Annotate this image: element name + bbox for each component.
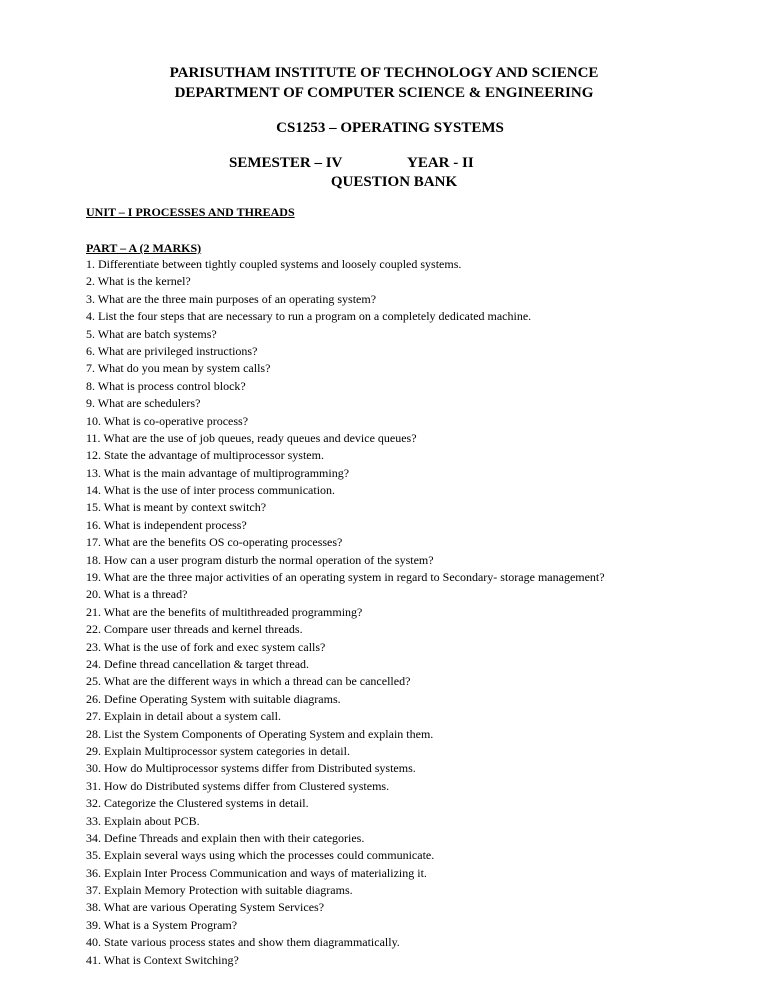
question-item: 15. What is meant by context switch? (86, 500, 267, 515)
unit-heading: UNIT – I PROCESSES AND THREADS (86, 205, 295, 219)
semester-label: SEMESTER – IV (229, 155, 343, 171)
question-item: 40. State various process states and show them diagrammatically. (86, 935, 400, 950)
institution-name: PARISUTHAM INSTITUTE OF TECHNOLOGY AND SCIENCE (169, 65, 599, 81)
question-item: 38. What are various Operating System Services? (86, 900, 325, 915)
department-name: DEPARTMENT OF COMPUTER SCIENCE & ENGINEERING (174, 85, 594, 101)
question-item: 22. Compare user threads and kernel threads. (86, 622, 303, 637)
question-item: 19. What are the three major activities of an operating system in regard to Secondary- storage management? (86, 570, 605, 585)
question-item: 35. Explain several ways using which the processes could communicate. (86, 848, 435, 863)
question-item: 36. Explain Inter Process Communication and ways of materializing it. (86, 865, 427, 880)
question-item: 37. Explain Memory Protection with suitable diagrams. (86, 883, 353, 898)
question-item: 32. Categorize the Clustered systems in detail. (86, 796, 309, 811)
question-item: 33. Explain about PCB. (86, 813, 200, 828)
question-item: 34. Define Threads and explain then with their categories. (86, 830, 365, 845)
year-label: YEAR - II (407, 155, 474, 171)
part-heading: PART – A (2 MARKS) (86, 241, 202, 255)
question-item: 20. What is a thread? (86, 587, 188, 602)
question-item: 6. What are privileged instructions? (86, 343, 258, 358)
question-item: 23. What is the use of fork and exec system calls? (86, 639, 326, 654)
question-item: 1. Differentiate between tightly coupled systems and loosely coupled systems. (86, 257, 462, 271)
question-item: 3. What are the three main purposes of an operating system? (86, 291, 377, 306)
question-item: 12. State the advantage of multiprocessor system. (86, 448, 324, 463)
question-item: 18. How can a user program disturb the normal operation of the system? (86, 552, 434, 567)
question-item: 27. Explain in detail about a system call. (86, 709, 281, 724)
question-item: 26. Define Operating System with suitable diagrams. (86, 691, 341, 706)
question-item: 24. Define thread cancellation & target thread. (86, 656, 310, 671)
question-item: 39. What is a System Program? (86, 917, 238, 932)
question-item: 28. List the System Components of Operating System and explain them. (86, 726, 434, 741)
course-title: CS1253 – OPERATING SYSTEMS (276, 120, 504, 136)
question-item: 31. How do Distributed systems differ from Clustered systems. (86, 778, 390, 793)
question-item: 25. What are the different ways in which a thread can be cancelled? (86, 674, 411, 689)
question-item: 9. What are schedulers? (86, 396, 201, 411)
question-list (86, 256, 756, 969)
question-item: 4. List the four steps that are necessary to run a program on a completely dedicated machine. (86, 309, 532, 324)
question-item: 11. What are the use of job queues, ready queues and device queues? (86, 430, 417, 445)
question-item: 5. What are batch systems? (86, 326, 217, 341)
question-item: 2. What is the kernel? (86, 274, 191, 289)
question-item: 41. What is Context Switching? (86, 952, 239, 967)
question-item: 8. What is process control block? (86, 378, 246, 393)
document-type: QUESTION BANK (330, 174, 458, 190)
question-item: 16. What is independent process? (86, 517, 247, 532)
question-item: 13. What is the main advantage of multiprogramming? (86, 465, 350, 480)
question-item: 17. What are the benefits OS co-operating processes? (86, 535, 343, 550)
question-item: 10. What is co-operative process? (86, 413, 249, 428)
question-item: 21. What are the benefits of multithreaded programming? (86, 604, 363, 619)
question-item: 14. What is the use of inter process communication. (86, 483, 336, 498)
question-item: 7. What do you mean by system calls? (86, 361, 271, 376)
question-item: 29. Explain Multiprocessor system categories in detail. (86, 743, 350, 758)
question-item: 30. How do Multiprocessor systems differ from Distributed systems. (86, 761, 416, 776)
